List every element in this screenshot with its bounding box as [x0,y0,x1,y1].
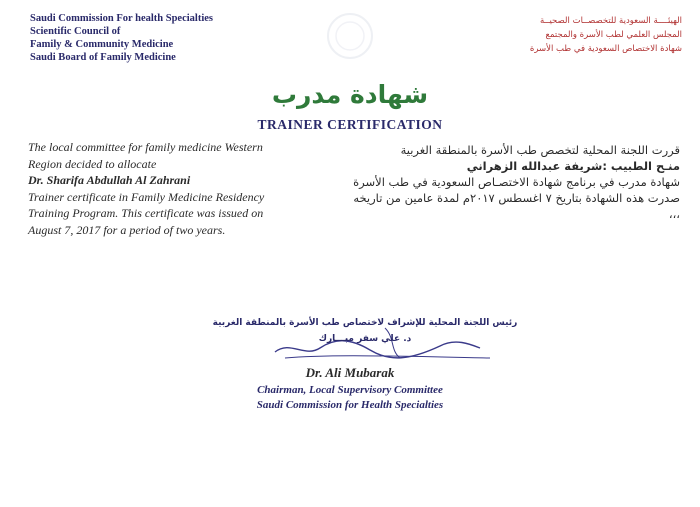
header-arabic-line: شهادة الاختصاص السعودية في طب الأسرة [529,44,682,54]
trainer-name-english: Dr. Sharifa Abdullah Al Zahrani [28,173,191,187]
header-arabic-line: الهيئــــة السعودية للتخصصــات الصحيــة [539,16,682,26]
watermark-emblem [300,6,400,66]
body-arabic-line: صدرت هذه الشهادة بتاريخ ٧ اغسطس ٢٠١٧م لمدة عامين من تاريخه [353,191,680,205]
header-english [30,12,213,64]
body-english-line: Trainer certificate in Family Medicine Residency [28,189,265,204]
header-english-line: Saudi Commission For health Specialties [30,13,213,24]
body-arabic-line: شهادة مدرب في برنامج شهادة الاختصـاص السعودية في طب الأسرة [353,175,680,189]
signatory-role: Chairman, Local Supervisory Committee [257,384,443,396]
certificate-title-english: TRAINER CERTIFICATION [257,117,443,132]
signatory-organization: Saudi Commission for Health Specialties [256,399,444,411]
header-arabic [530,14,682,56]
body-english-line: Training Program. This certificate was issued on [28,206,264,220]
header-arabic-line: المجلس العلمي لطب الأسرة والمجتمع [545,30,682,40]
body-english-line: The local committee for family medicine Western [28,140,263,154]
certificate-body-arabic [335,142,680,222]
certificate-title-arabic: شهادة مدرب [271,80,429,109]
header-english-line: Saudi Board of Family Medicine [30,52,176,63]
certificate-body-english [28,139,328,238]
header-english-line: Family & Community Medicine [30,39,174,50]
body-english-line: August 7, 2017 for a period of two years. [28,222,226,237]
body-arabic-line: ،،، [668,207,680,221]
signatory-name-arabic: د. علي سفر مبـــارك [318,334,412,344]
signatory-name: Dr. Ali Mubarak [305,365,395,380]
body-english-line: Region decided to allocate [28,156,157,171]
body-arabic-line: قررت اللجنة المحلية لتخصص طب الأسرة بالمنطقة الغربية [400,143,680,157]
header-english-line: Scientific Council of [30,26,121,37]
signatory-title-arabic: رئيس اللجنة المحلية للإشراف لاختصاص طب الأسرة بالمنطقة الغربية [212,318,518,328]
trainer-name-arabic: منـح الطبيب :شريفة عبدالله الزهراني [466,159,680,173]
